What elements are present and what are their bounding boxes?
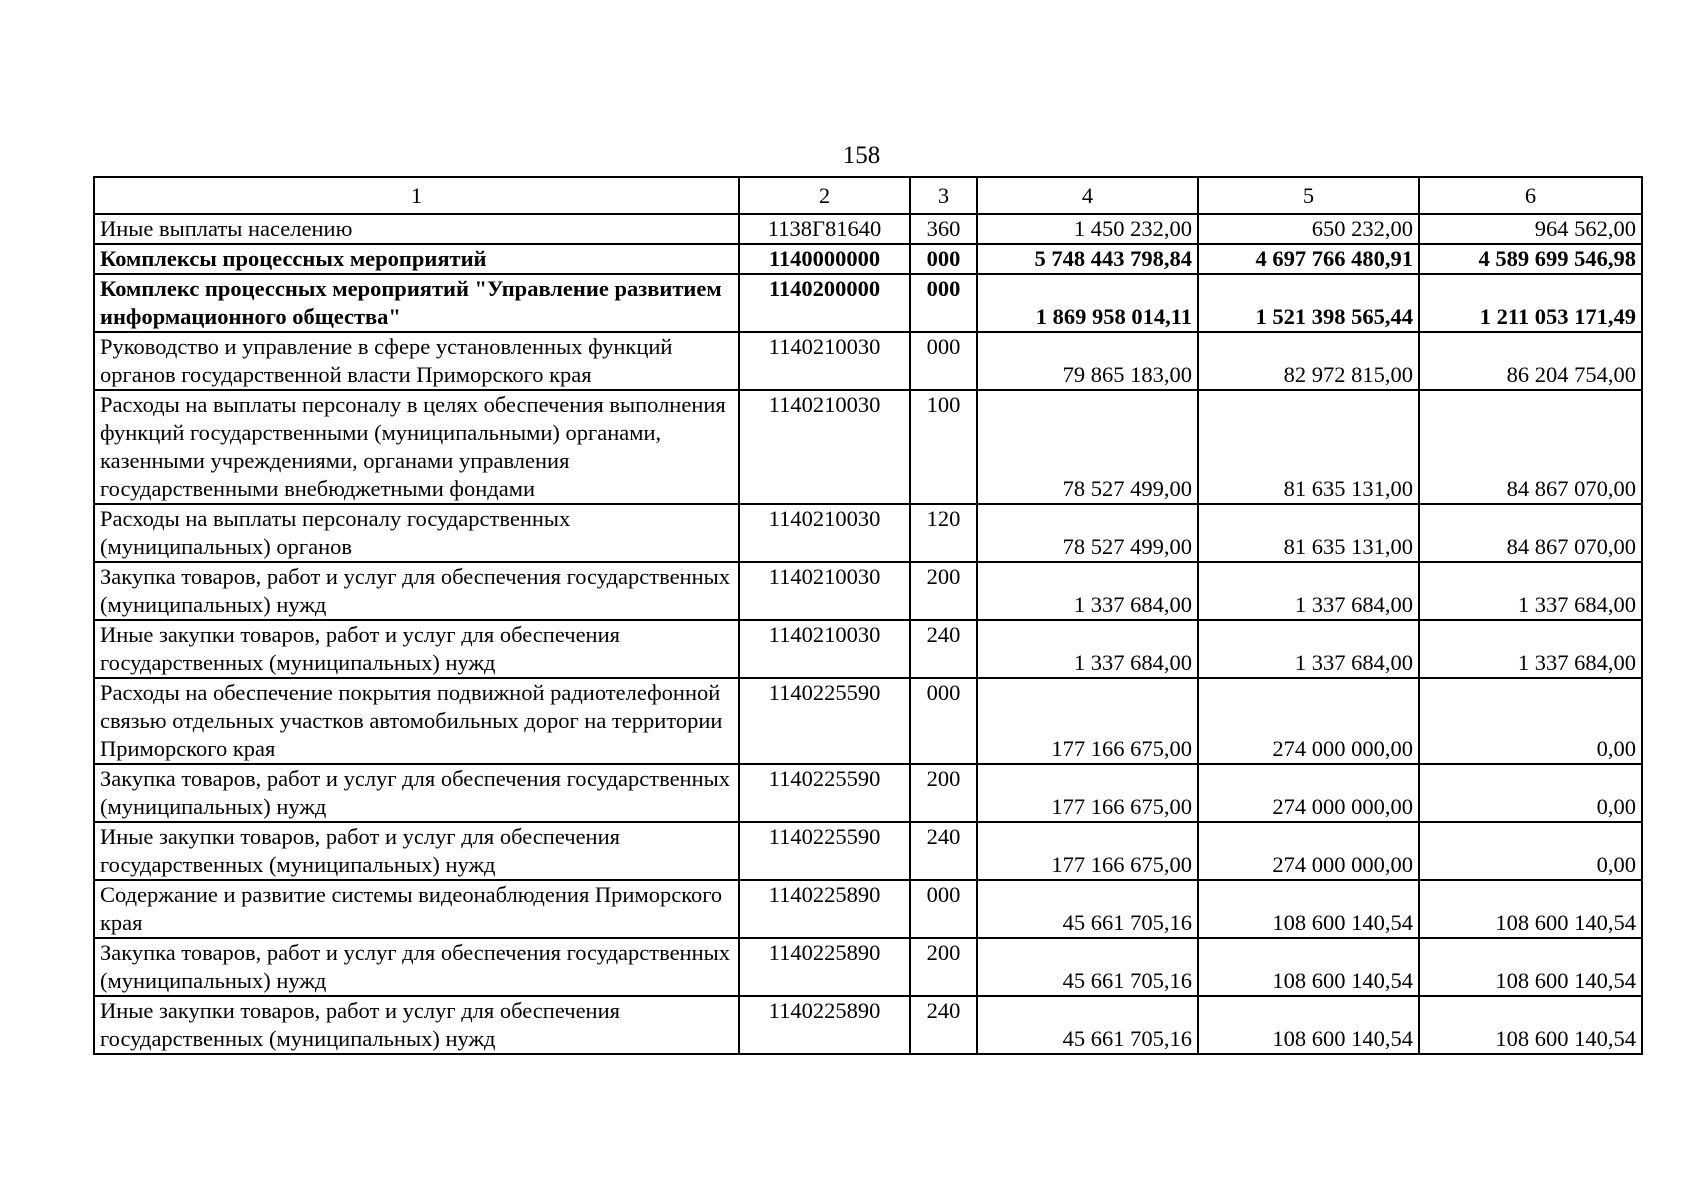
row-code-cell: 1140210030 — [739, 620, 910, 678]
row-name-cell: Комплекс процессных мероприятий "Управление развитием информационного общества" — [94, 274, 739, 332]
table-row — [94, 678, 1642, 764]
table-row — [94, 562, 1642, 620]
row-kvr-cell: 000 — [910, 880, 977, 938]
row-amount-year1-cell: 79 865 183,00 — [977, 332, 1198, 390]
row-amount-year3-cell: 0,00 — [1419, 678, 1642, 764]
row-amount-year2-cell: 82 972 815,00 — [1198, 332, 1419, 390]
row-amount-year2-cell: 81 635 131,00 — [1198, 504, 1419, 562]
table-row — [94, 764, 1642, 822]
header-cell: 4 — [977, 177, 1198, 214]
row-kvr-cell: 000 — [910, 244, 977, 274]
header-cell: 2 — [739, 177, 910, 214]
header-cell: 5 — [1198, 177, 1419, 214]
row-code-cell: 1140225890 — [739, 996, 910, 1054]
row-name-cell: Закупка товаров, работ и услуг для обеспечения государственных (муниципальных) нужд — [94, 562, 739, 620]
row-amount-year1-cell: 1 450 232,00 — [977, 214, 1198, 244]
page-number: 158 — [842, 142, 881, 169]
header-cell: 6 — [1419, 177, 1642, 214]
row-amount-year3-cell: 86 204 754,00 — [1419, 332, 1642, 390]
row-amount-year1-cell: 45 661 705,16 — [977, 996, 1198, 1054]
row-amount-year3-cell: 84 867 070,00 — [1419, 504, 1642, 562]
row-code-cell: 1140225590 — [739, 678, 910, 764]
row-code-cell: 1140225590 — [739, 764, 910, 822]
row-kvr-cell: 240 — [910, 822, 977, 880]
row-amount-year1-cell: 177 166 675,00 — [977, 678, 1198, 764]
row-kvr-cell: 000 — [910, 274, 977, 332]
row-amount-year2-cell: 274 000 000,00 — [1198, 822, 1419, 880]
row-amount-year3-cell: 1 211 053 171,49 — [1419, 274, 1642, 332]
row-amount-year1-cell: 1 337 684,00 — [977, 620, 1198, 678]
table-row — [94, 620, 1642, 678]
row-amount-year3-cell: 1 337 684,00 — [1419, 620, 1642, 678]
row-kvr-cell: 200 — [910, 764, 977, 822]
row-kvr-cell: 240 — [910, 620, 977, 678]
row-kvr-cell: 360 — [910, 214, 977, 244]
table-row — [94, 332, 1642, 390]
row-amount-year2-cell: 81 635 131,00 — [1198, 390, 1419, 504]
row-code-cell: 1140210030 — [739, 562, 910, 620]
table-row — [94, 274, 1642, 332]
row-amount-year1-cell: 1 337 684,00 — [977, 562, 1198, 620]
row-amount-year3-cell: 1 337 684,00 — [1419, 562, 1642, 620]
header-cell: 1 — [94, 177, 739, 214]
row-amount-year1-cell: 78 527 499,00 — [977, 504, 1198, 562]
row-kvr-cell: 100 — [910, 390, 977, 504]
row-name-cell: Иные закупки товаров, работ и услуг для обеспечения государственных (муниципальных) нужд — [94, 620, 739, 678]
row-amount-year2-cell: 108 600 140,54 — [1198, 880, 1419, 938]
row-amount-year2-cell: 274 000 000,00 — [1198, 678, 1419, 764]
row-amount-year1-cell: 177 166 675,00 — [977, 764, 1198, 822]
row-code-cell: 1140225890 — [739, 880, 910, 938]
row-code-cell: 1140200000 — [739, 274, 910, 332]
row-code-cell: 1140000000 — [739, 244, 910, 274]
row-amount-year2-cell: 1 337 684,00 — [1198, 620, 1419, 678]
table-row — [94, 214, 1642, 244]
table-row — [94, 244, 1642, 274]
table-row — [94, 880, 1642, 938]
row-kvr-cell: 240 — [910, 996, 977, 1054]
row-amount-year2-cell: 4 697 766 480,91 — [1198, 244, 1419, 274]
table-row — [94, 504, 1642, 562]
row-code-cell: 1140210030 — [739, 504, 910, 562]
row-amount-year3-cell: 108 600 140,54 — [1419, 938, 1642, 996]
row-code-cell: 1140225890 — [739, 938, 910, 996]
row-amount-year1-cell: 1 869 958 014,11 — [977, 274, 1198, 332]
row-amount-year2-cell: 1 521 398 565,44 — [1198, 274, 1419, 332]
row-name-cell: Содержание и развитие системы видеонаблюдения Приморского края — [94, 880, 739, 938]
row-amount-year3-cell: 964 562,00 — [1419, 214, 1642, 244]
row-amount-year2-cell: 1 337 684,00 — [1198, 562, 1419, 620]
table-body — [94, 177, 1642, 1054]
row-amount-year2-cell: 650 232,00 — [1198, 214, 1419, 244]
row-amount-year1-cell: 45 661 705,16 — [977, 938, 1198, 996]
row-amount-year2-cell: 108 600 140,54 — [1198, 938, 1419, 996]
header-cell: 3 — [910, 177, 977, 214]
row-amount-year3-cell: 108 600 140,54 — [1419, 880, 1642, 938]
row-amount-year3-cell: 84 867 070,00 — [1419, 390, 1642, 504]
table-row — [94, 390, 1642, 504]
row-name-cell: Закупка товаров, работ и услуг для обеспечения государственных (муниципальных) нужд — [94, 938, 739, 996]
row-code-cell: 1138Г81640 — [739, 214, 910, 244]
row-name-cell: Расходы на выплаты персоналу государственных (муниципальных) органов — [94, 504, 739, 562]
row-amount-year1-cell: 5 748 443 798,84 — [977, 244, 1198, 274]
budget-table — [93, 176, 1643, 1055]
row-amount-year3-cell: 0,00 — [1419, 764, 1642, 822]
table-row — [94, 822, 1642, 880]
row-amount-year2-cell: 108 600 140,54 — [1198, 996, 1419, 1054]
row-name-cell: Руководство и управление в сфере установленных функций органов государственной власти Приморского края — [94, 332, 739, 390]
row-amount-year1-cell: 45 661 705,16 — [977, 880, 1198, 938]
row-kvr-cell: 120 — [910, 504, 977, 562]
row-code-cell: 1140210030 — [739, 390, 910, 504]
row-amount-year1-cell: 177 166 675,00 — [977, 822, 1198, 880]
row-amount-year3-cell: 0,00 — [1419, 822, 1642, 880]
row-amount-year2-cell: 274 000 000,00 — [1198, 764, 1419, 822]
row-amount-year1-cell: 78 527 499,00 — [977, 390, 1198, 504]
table-row — [94, 996, 1642, 1054]
row-name-cell: Комплексы процессных мероприятий — [94, 244, 739, 274]
table-row — [94, 938, 1642, 996]
row-kvr-cell: 000 — [910, 332, 977, 390]
row-name-cell: Иные выплаты населению — [94, 214, 739, 244]
row-amount-year3-cell: 4 589 699 546,98 — [1419, 244, 1642, 274]
row-kvr-cell: 200 — [910, 562, 977, 620]
row-kvr-cell: 000 — [910, 678, 977, 764]
row-name-cell: Расходы на выплаты персоналу в целях обеспечения выполнения функций государственными (муниципальными) органами, казенными учреждениями, органами управления государственными внебюджетными фондами — [94, 390, 739, 504]
row-name-cell: Иные закупки товаров, работ и услуг для обеспечения государственных (муниципальных) нужд — [94, 822, 739, 880]
row-name-cell: Иные закупки товаров, работ и услуг для обеспечения государственных (муниципальных) нужд — [94, 996, 739, 1054]
row-name-cell: Расходы на обеспечение покрытия подвижной радиотелефонной связью отдельных участков автомобильных дорог на территории Приморского края — [94, 678, 739, 764]
row-name-cell: Закупка товаров, работ и услуг для обеспечения государственных (муниципальных) нужд — [94, 764, 739, 822]
row-code-cell: 1140225590 — [739, 822, 910, 880]
header-row — [94, 177, 1642, 214]
row-kvr-cell: 200 — [910, 938, 977, 996]
row-code-cell: 1140210030 — [739, 332, 910, 390]
row-amount-year3-cell: 108 600 140,54 — [1419, 996, 1642, 1054]
